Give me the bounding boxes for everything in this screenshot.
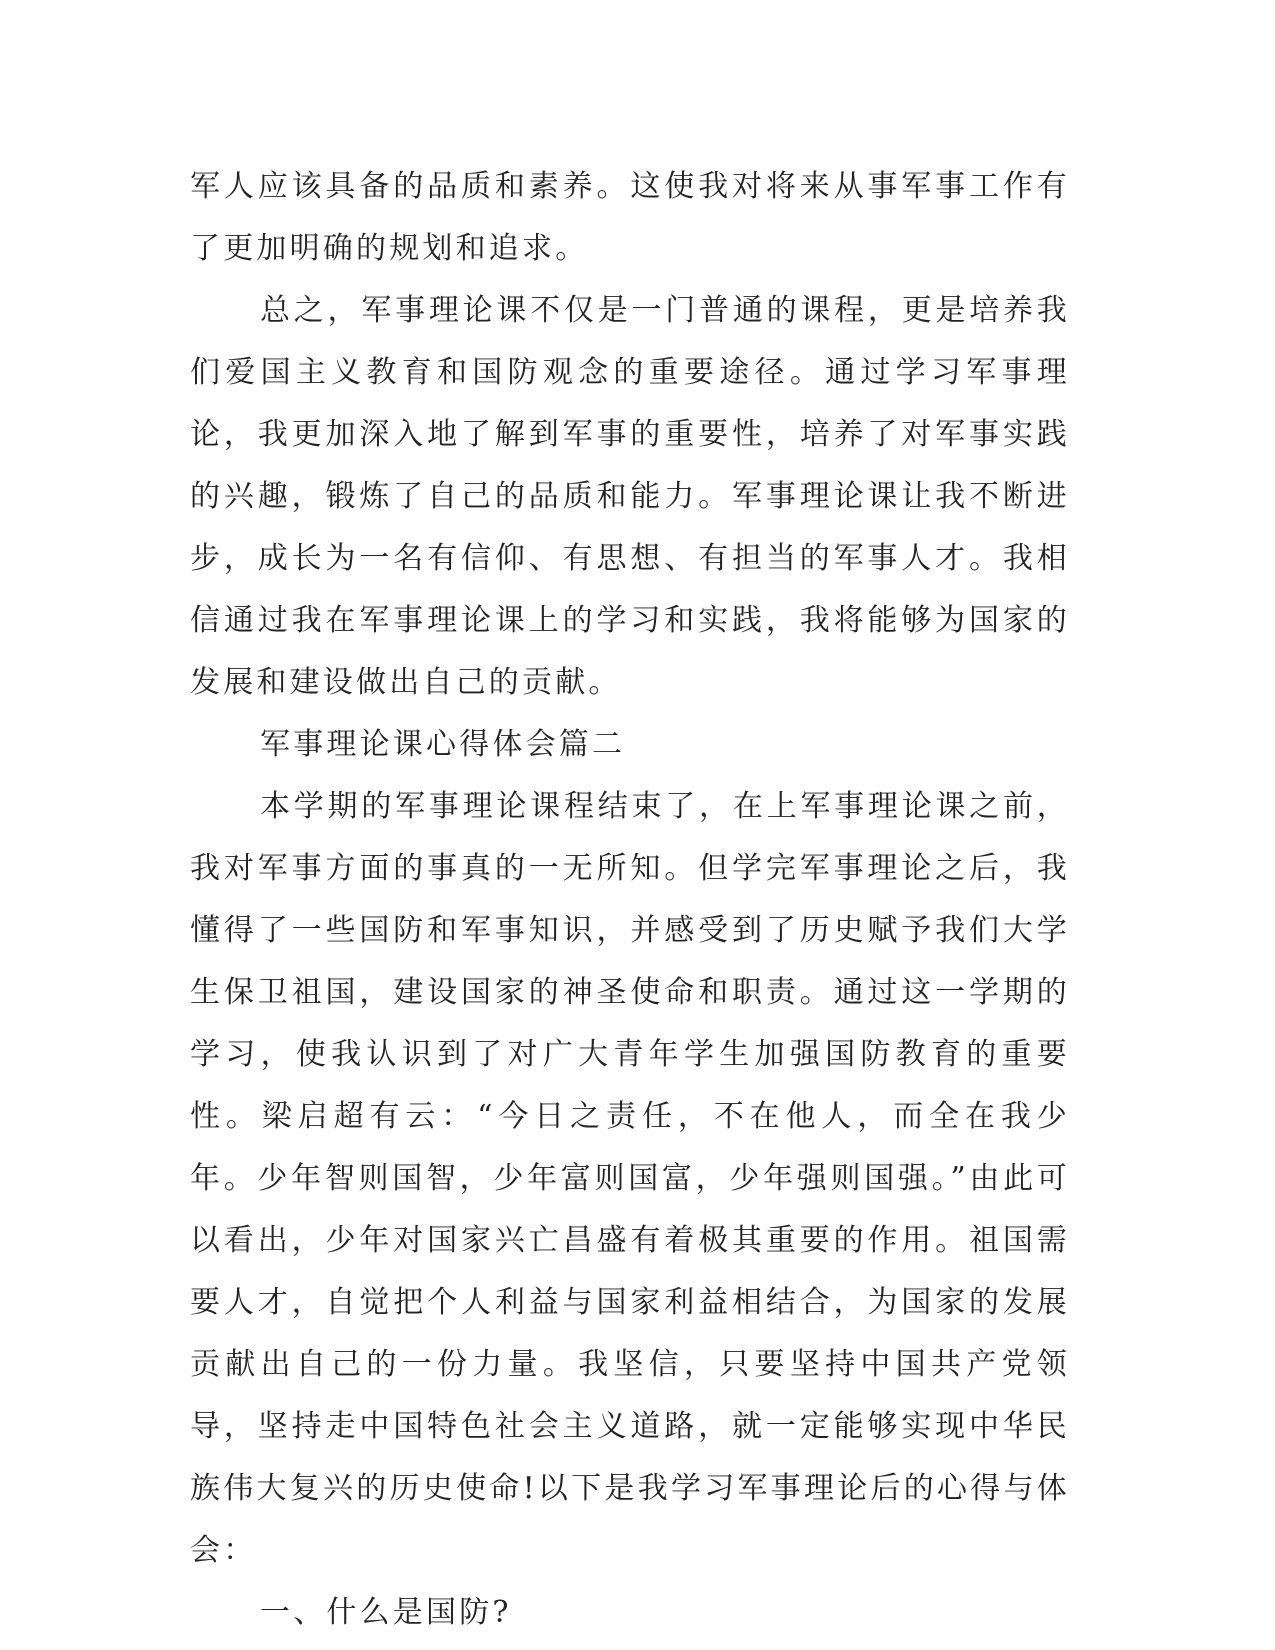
paragraph-continuation: 军人应该具备的品质和素养。这使我对将来从事军事工作有了更加明确的规划和追求。 (190, 169, 1070, 266)
subheading-what-is-national-defense: 一、什么是国防? (260, 1595, 512, 1630)
paragraph-part-two-intro: 本学期的军事理论课程结束了，在上军事理论课之前，我对军事方面的事真的一无所知。但学完军事理论之后，我懂得了一些国防和军事知识，并感受到了历史赋予我们大学生保卫祖国，建设国家的神圣使命和职责。通过这一学期的学习，使我认识到了对广大青年学生加强国防教育的重要性。梁启超有云：“今日之责任，不在他人，而全在我少年。少年智则国智，少年富则国富，少年强则国强。”由此可以看出，少年对国家兴亡昌盛有着极其重要的作用。祖国需要人才，自觉把个人利益与国家利益相结合，为国家的发展贡献出自己的一份力量。我坚信，只要坚持中国共产党领导，坚持走中国特色社会主义道路，就一定能够实现中华民族伟大复兴的历史使命!以下是我学习军事理论后的心得与体会： (190, 789, 1070, 1568)
paragraph-summary: 总之，军事理论课不仅是一门普通的课程，更是培养我们爱国主义教育和国防观念的重要途径。通过学习军事理论，我更加深入地了解到军事的重要性，培养了对军事实践的兴趣，锻炼了自己的品质和能力。军事理论课让我不断进步，成长为一名有信仰、有思想、有担当的军事人才。我相信通过我在军事理论课上的学习和实践，我将能够为国家的发展和建设做出自己的贡献。 (190, 293, 1070, 700)
document-body (190, 156, 1070, 1644)
section-heading-part-two: 军事理论课心得体会篇二 (260, 727, 626, 762)
